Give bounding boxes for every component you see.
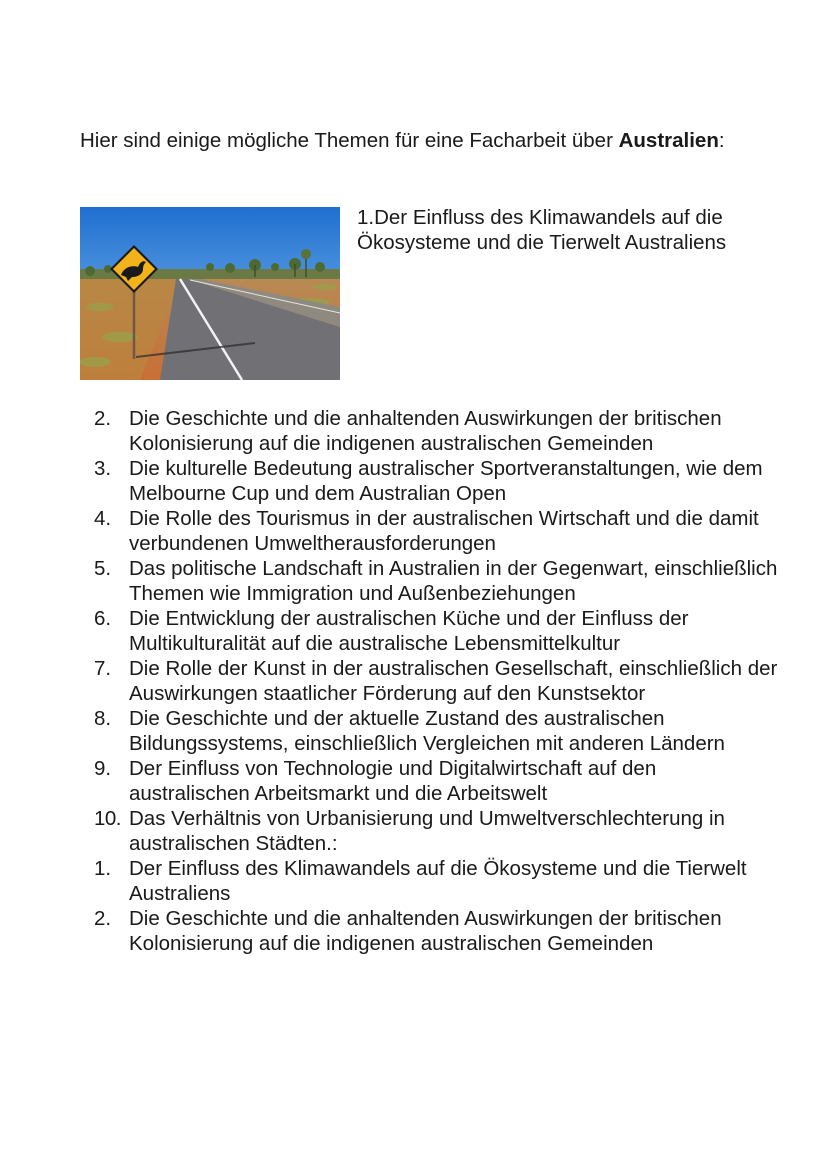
list-number: 6. (94, 607, 112, 630)
list-item (78, 756, 778, 806)
list-item (78, 856, 778, 906)
list-number: 3. (94, 457, 112, 480)
list-text: Der Einfluss des Klimawandels auf die Ökosysteme und die Tierwelt Australiens (129, 857, 747, 905)
list-number: 9. (94, 757, 112, 780)
list-item (78, 456, 778, 506)
list-item (78, 706, 778, 756)
list-item (78, 406, 778, 456)
outback-road-photo (80, 207, 340, 380)
list-number: 5. (94, 557, 112, 580)
list-number: 4. (94, 507, 112, 530)
topics-list (78, 406, 778, 956)
list-text: Die Rolle der Kunst in der australischen Gesellschaft, einschließlich der Auswirkungen staatlicher Förderung auf den Kunstsektor (129, 657, 778, 705)
list-text: Die Geschichte und die anhaltenden Auswirkungen der britischen Kolonisierung auf die indigenen australischen Gemeinden (129, 907, 722, 955)
intro-paragraph (80, 128, 760, 154)
list-item (78, 656, 778, 706)
list-text: Die Geschichte und die anhaltenden Auswirkungen der britischen Kolonisierung auf die indigenen australischen Gemeinden (129, 407, 722, 455)
list-number: 8. (94, 707, 112, 730)
list-item (78, 806, 778, 856)
list-text: Das politische Landschaft in Australien in der Gegenwart, einschließlich Themen wie Immigration und Außenbeziehungen (129, 557, 778, 605)
list-number: 2. (94, 907, 112, 930)
list-text: Die Rolle des Tourismus in der australischen Wirtschaft und die damit verbundenen Umweltherausforderungen (129, 507, 759, 555)
kangaroo-sign-road-image (80, 207, 340, 380)
list-text: Die kulturelle Bedeutung australischer Sportveranstaltungen, wie dem Melbourne Cup und dem Australian Open (129, 457, 763, 505)
list-number: 1. (94, 857, 112, 880)
list-text: Das Verhältnis von Urbanisierung und Umweltverschlechterung in australischen Städten.: (129, 807, 725, 855)
list-text: Der Einfluss von Technologie und Digitalwirtschaft auf den australischen Arbeitsmarkt und die Arbeitswelt (129, 757, 657, 805)
first-topic-text: 1.Der Einfluss des Klimawandels auf die Ökosysteme und die Tierwelt Australiens (357, 206, 727, 254)
intro-country: Australien (618, 129, 719, 152)
list-number: 2. (94, 407, 112, 430)
list-item (78, 506, 778, 556)
list-number: 7. (94, 657, 112, 680)
intro-text: Hier sind einige mögliche Themen für eine Facharbeit über (80, 129, 619, 152)
list-item (78, 556, 778, 606)
list-number: 10. (94, 807, 121, 830)
intro-colon: : (718, 129, 725, 152)
list-text: Die Geschichte und der aktuelle Zustand des australischen Bildungssystems, einschließlich Vergleichen mit anderen Ländern (129, 707, 725, 755)
list-text: Die Entwicklung der australischen Küche und der Einfluss der Multikulturalität auf die australische Lebensmittelkultur (129, 607, 689, 655)
list-item (78, 906, 778, 956)
list-item (78, 606, 778, 656)
